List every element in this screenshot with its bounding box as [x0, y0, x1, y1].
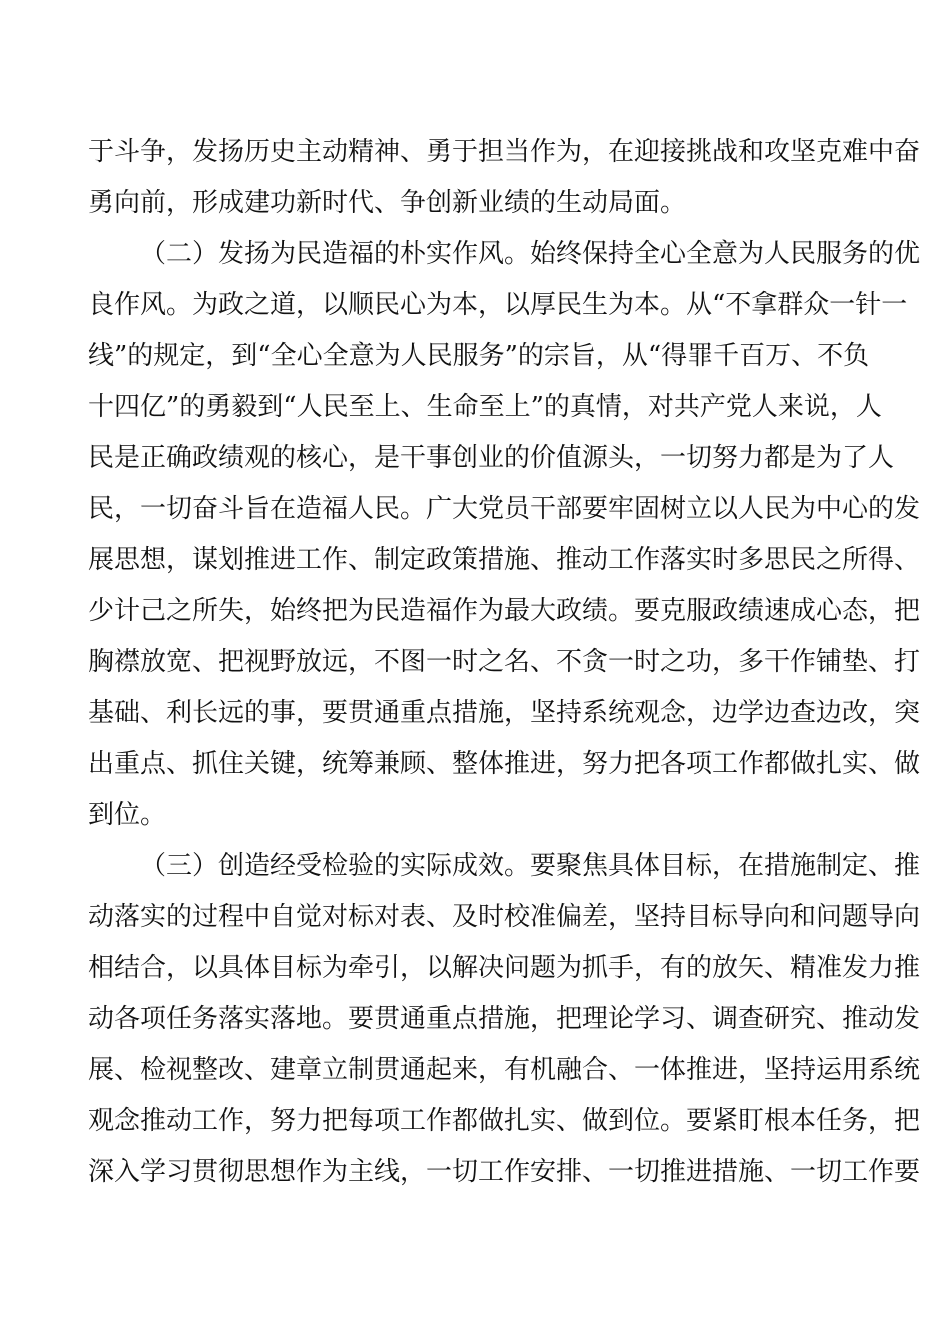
text-line: 胸襟放宽、把视野放远，不图一时之名、不贪一时之功，多干作铺垫、打	[88, 647, 921, 677]
text-line: 十四亿”的勇毅到“人民至上、生命至上”的真情，对共产党人来说，人	[88, 392, 882, 422]
text-line: 民是正确政绩观的核心，是干事创业的价值源头，一切努力都是为了人	[88, 443, 895, 473]
text-line: 勇向前，形成建功新时代、争创新业绩的生动局面。	[88, 188, 687, 218]
text-line: 基础、利长远的事，要贯通重点措施，坚持系统观念，边学边查边改，突	[88, 698, 921, 728]
paragraph-continued	[88, 127, 921, 229]
text-line: 动落实的过程中自觉对标对表、及时校准偏差，坚持目标导向和问题导向	[88, 902, 921, 932]
document-page	[88, 127, 921, 1198]
text-line: 良作风。为政之道，以顺民心为本，以厚民生为本。从“不拿群众一针一	[88, 290, 908, 320]
text-line: 于斗争，发扬历史主动精神、勇于担当作为，在迎接挑战和攻坚克难中奋	[88, 137, 921, 167]
text-line: （三）创造经受检验的实际成效。要聚焦具体目标，在措施制定、推	[140, 851, 921, 881]
text-line: 动各项任务落实落地。要贯通重点措施，把理论学习、调查研究、推动发	[88, 1004, 921, 1034]
text-line: 到位。	[88, 800, 167, 830]
text-line: 民，一切奋斗旨在造福人民。广大党员干部要牢固树立以人民为中心的发	[88, 494, 921, 524]
text-line: 相结合，以具体目标为牵引，以解决问题为抓手，有的放矢、精准发力推	[88, 953, 921, 983]
text-line: 观念推动工作，努力把每项工作都做扎实、做到位。要紧盯根本任务，把	[88, 1106, 921, 1136]
text-line: 展、检视整改、建章立制贯通起来，有机融合、一体推进，坚持运用系统	[88, 1055, 921, 1085]
text-line: 线”的规定，到“全心全意为人民服务”的宗旨，从“得罪千百万、不负	[88, 341, 870, 371]
paragraph-section-three	[88, 841, 921, 1198]
text-line: 深入学习贯彻思想作为主线，一切工作安排、一切推进措施、一切工作要	[88, 1157, 921, 1187]
text-line: 出重点、抓住关键，统筹兼顾、整体推进，努力把各项工作都做扎实、做	[88, 749, 921, 779]
text-line: 展思想，谋划推进工作、制定政策措施、推动工作落实时多思民之所得、	[88, 545, 921, 575]
text-line: （二）发扬为民造福的朴实作风。始终保持全心全意为人民服务的优	[140, 239, 921, 269]
text-line: 少计己之所失，始终把为民造福作为最大政绩。要克服政绩速成心态，把	[88, 596, 921, 626]
paragraph-section-two	[88, 229, 921, 841]
